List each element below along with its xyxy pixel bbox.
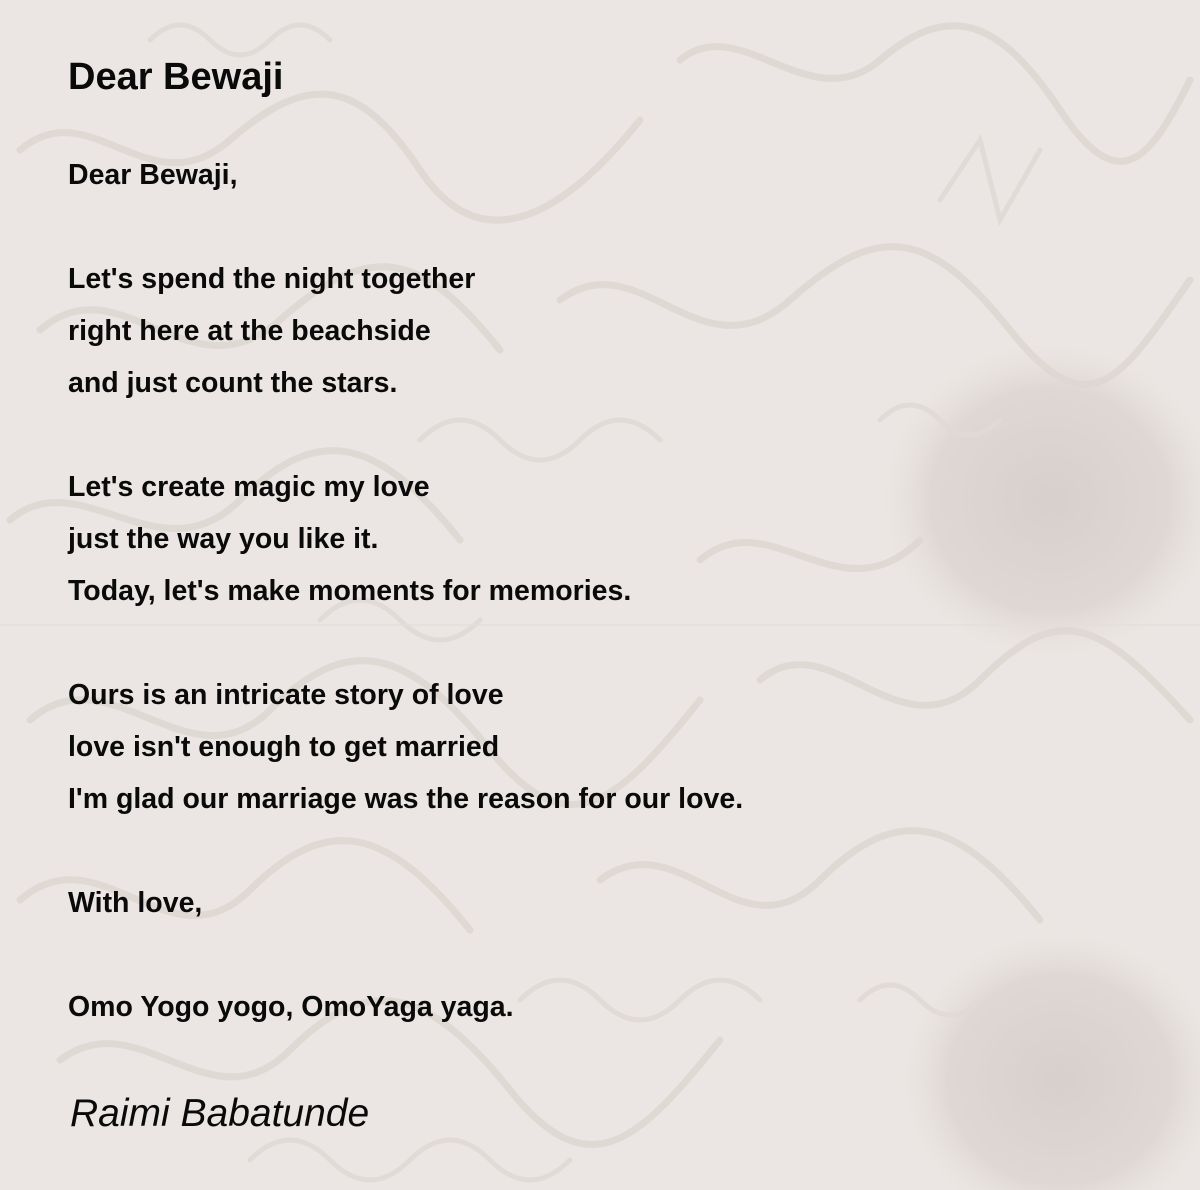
poem-line: Today, let's make moments for memories. — [68, 575, 632, 607]
poem-line: right here at the beachside — [68, 315, 431, 347]
poem-line: Let's spend the night together — [68, 263, 476, 295]
poem-author: Raimi Babatunde — [70, 1092, 370, 1135]
poem-line: and just count the stars. — [68, 367, 398, 399]
poem-title: Dear Bewaji — [68, 56, 284, 98]
poem-line: love isn't enough to get married — [68, 731, 500, 763]
poem-line: Let's create magic my love — [68, 471, 430, 503]
poem-closing: With love, — [68, 887, 203, 919]
poem-line: I'm glad our marriage was the reason for our love. — [68, 783, 744, 815]
poem-line: just the way you like it. — [68, 523, 379, 555]
poem-line: Ours is an intricate story of love — [68, 679, 504, 711]
poem-salutation: Dear Bewaji, — [68, 159, 238, 191]
poem-signoff: Omo Yogo yogo, OmoYaga yaga. — [68, 991, 514, 1023]
